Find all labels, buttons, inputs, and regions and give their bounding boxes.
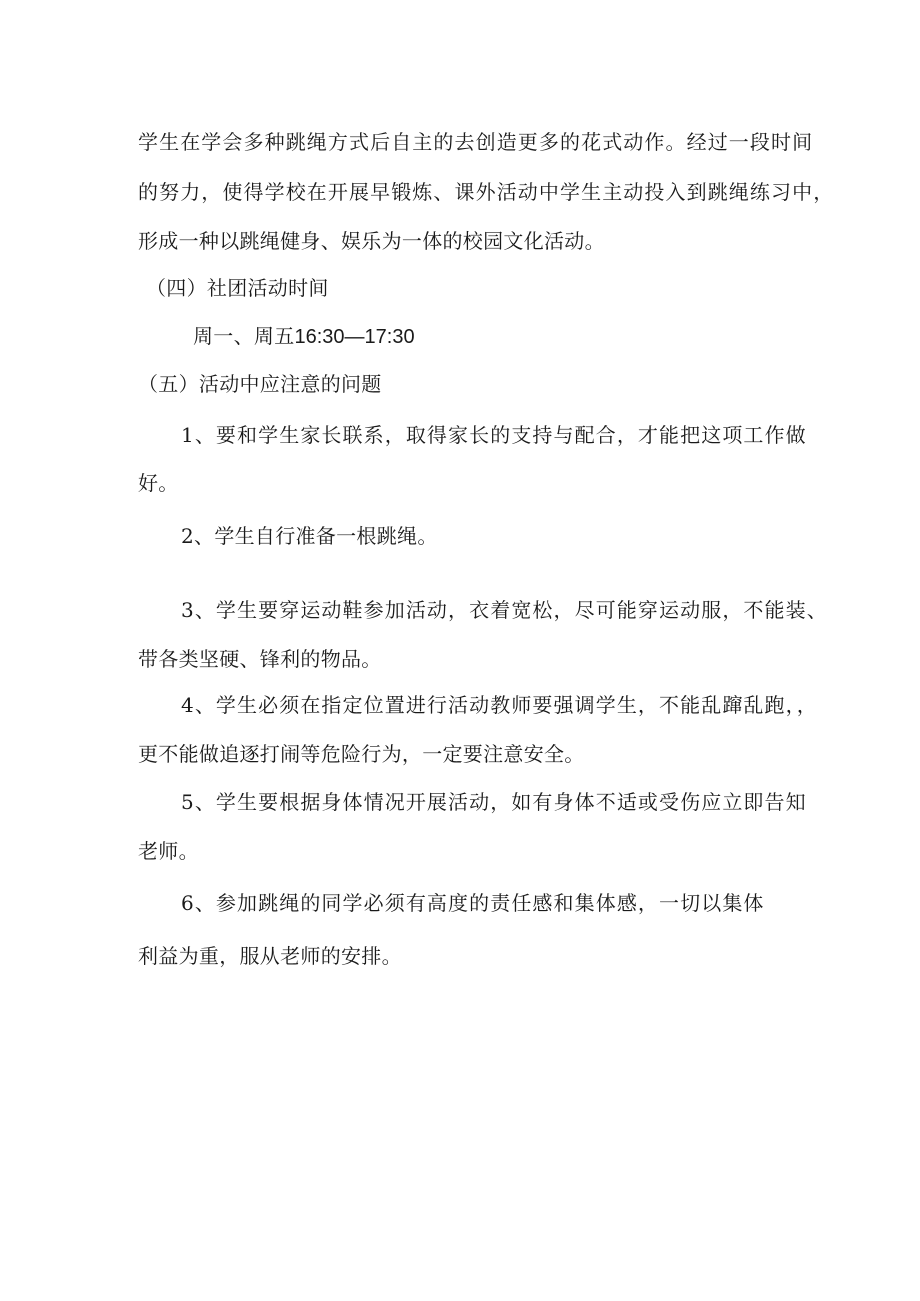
item-6-line-1: 6、参加跳绳的同学必须有高度的责任感和集体感，一切以集体 (181, 891, 765, 915)
item-5-line-1: 5、学生要根据身体情况开展活动，如有身体不适或受伤应立即告知 (181, 790, 807, 814)
item-2-line-1: 2、学生自行准备一根跳绳。 (181, 524, 438, 548)
section-5-heading: （五）活动中应注意的问题 (138, 372, 382, 396)
activity-days: 周一、周五 (193, 324, 295, 348)
item-6-line-2: 利益为重，服从老师的安排。 (138, 944, 402, 968)
item-3-line-2: 带各类坚硬、锋利的物品。 (138, 647, 382, 671)
intro-line-2: 的努力，使得学校在开展早锻炼、课外活动中学生主动投入到跳绳练习中， (138, 180, 835, 204)
item-3-line-1: 3、学生要穿运动鞋参加活动，衣着宽松，尽可能穿运动服，不能装、 (181, 598, 828, 622)
item-4-line-1: 4、学生必须在指定位置进行活动教师要强调学生，不能乱蹿乱跑，， (181, 693, 818, 717)
item-4-line-2: 更不能做追逐打闹等危险行为，一定要注意安全。 (138, 742, 585, 766)
activity-time-range: 16:30—17:30 (294, 326, 415, 348)
item-1-line-2: 好。 (138, 471, 179, 495)
activity-time (193, 322, 415, 351)
item-5-line-2: 老师。 (138, 839, 199, 863)
item-1-line-1: 1、要和学生家长联系，取得家长的支持与配合，才能把这项工作做 (181, 423, 807, 447)
section-4-heading: （四）社团活动时间 (146, 276, 329, 300)
intro-line-3: 形成一种以跳绳健身、娱乐为一体的校园文化活动。 (138, 229, 605, 253)
intro-line-1: 学生在学会多种跳绳方式后自主的去创造更多的花式动作。经过一段时间 (138, 130, 814, 154)
